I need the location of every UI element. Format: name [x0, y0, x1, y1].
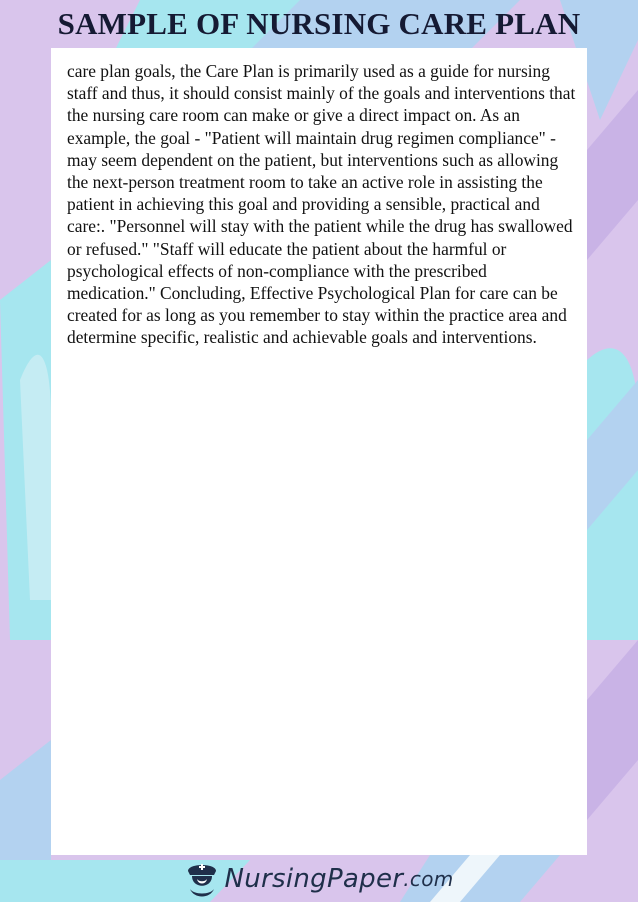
- logo-domain-suffix: .com: [403, 867, 454, 891]
- nurse-head-icon: [184, 859, 220, 899]
- content-sheet: [51, 48, 587, 855]
- logo-brand-text: NursingPaper: [224, 864, 404, 894]
- footer-logo: [0, 856, 638, 902]
- body-paragraph: care plan goals, the Care Plan is primarily used as a guide for nursing staff and thus, it should consist mainly of the goals and interventions that the nursing care room can make or give a direct impact on. As an example, the goal - "Patient will maintain drug regimen compliance" - may seem dependent on the patient, but interventions such as allowing the next-person treatment room to take an active role in assisting the patient in achieving this goal and providing a sensible, practical and care:. "Personnel will stay with the patient while the drug has swallowed or refused." "Staff will educate the patient about the harmful or psychological effects of non-compliance with the prescribed medication." Concluding, Effective Psychological Plan for care can be created for as long as you remember to stay within the practice area and determine specific, realistic and achievable goals and interventions.: [67, 61, 576, 348]
- page-title: SAMPLE OF NURSING CARE PLAN: [57, 6, 581, 41]
